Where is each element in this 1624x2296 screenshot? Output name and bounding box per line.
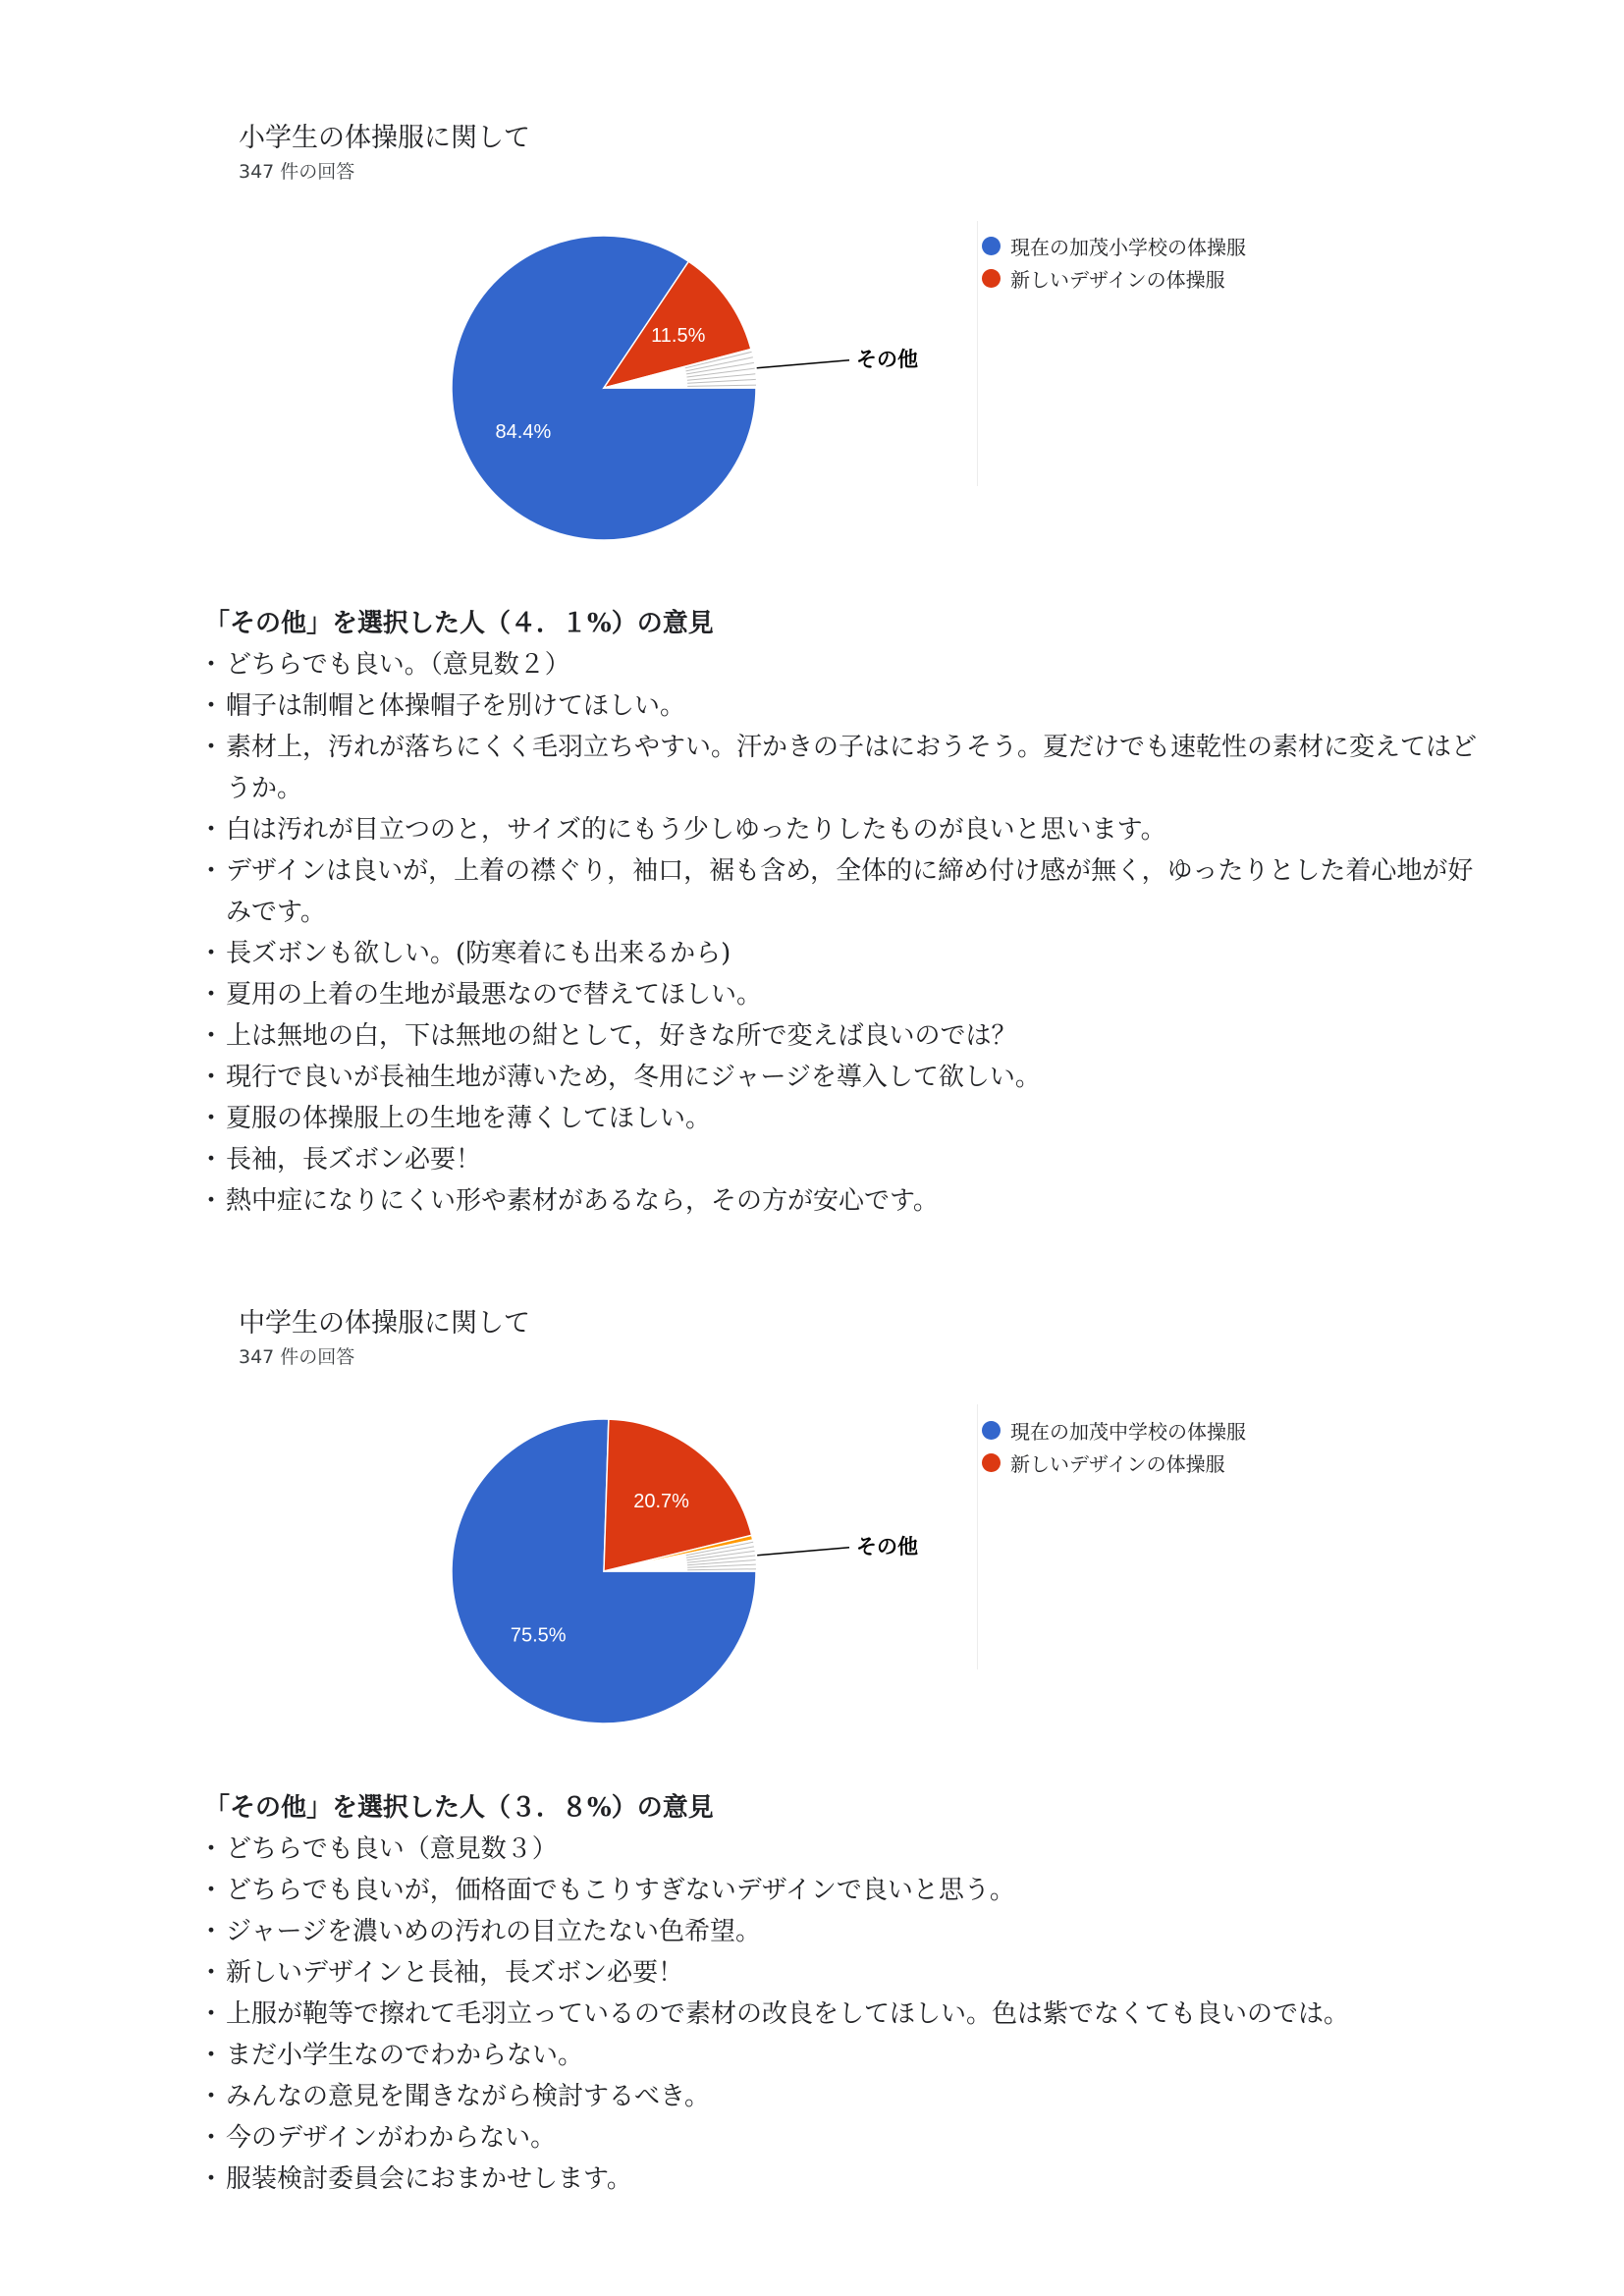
legend-swatch bbox=[982, 1421, 1001, 1440]
callout-leader-line bbox=[757, 360, 849, 368]
legend-label: 現在の加茂小学校の体操服 bbox=[1010, 236, 1246, 259]
opinion-item: ・ 素材上，汚れが落ちにくく毛羽立ちやすい。汗かきの子はにおうそう。夏だけでも速乾性の素材に変えてはどうか。 bbox=[204, 727, 1481, 809]
opinion-item: ・ ジャージを濃いめの汚れの目立たない色希望。 bbox=[204, 1911, 1481, 1952]
legend-swatch bbox=[982, 237, 1001, 255]
opinion-item: ・ 新しいデザインと長袖，長ズボン必要！ bbox=[204, 1952, 1481, 1994]
other-callout-label: その他 bbox=[856, 347, 918, 371]
opinion-item: ・ 上服が鞄等で擦れて毛羽立っているので素材の改良をしてほしい。色は紫でなくても良いのでは。 bbox=[204, 1994, 1481, 2035]
opinion-list bbox=[204, 1829, 1481, 2200]
legend-item bbox=[982, 230, 1246, 262]
pie-chart bbox=[432, 1404, 943, 1738]
opinion-item: ・ 現行で良いが長袖生地が薄いため，冬用にジャージを導入して欲しい。 bbox=[204, 1057, 1481, 1098]
opinion-item: ・ 服装検討委員会におまかせします。 bbox=[204, 2159, 1481, 2200]
divider bbox=[977, 1404, 978, 1669]
opinion-item: ・ まだ小学生なのでわからない。 bbox=[204, 2035, 1481, 2076]
slice-data-label: 20.7% bbox=[633, 1490, 689, 1512]
opinion-item: ・ 帽子は制帽と体操帽子を別けてほしい。 bbox=[204, 685, 1481, 727]
opinion-item: ・ 長ズボンも欲しい。(防寒着にも出来るから) bbox=[204, 933, 1481, 974]
legend-swatch bbox=[982, 269, 1001, 288]
opinion-item: ・ 上は無地の白，下は無地の紺として，好きな所で変えば良いのでは？ bbox=[204, 1015, 1481, 1057]
legend-label: 新しいデザインの体操服 bbox=[1010, 268, 1225, 292]
response-count: 347 件の回答 bbox=[239, 1346, 355, 1368]
callout-leader-line bbox=[757, 1548, 849, 1556]
opinion-item: ・ どちらでも良い（意見数３） bbox=[204, 1829, 1481, 1870]
section-heading: 「その他」を選択した人（４．１%）の意見 bbox=[204, 609, 714, 638]
opinion-item: ・ 熱中症になりにくい形や素材があるなら，その方が安心です。 bbox=[204, 1180, 1481, 1222]
other-callout-label: その他 bbox=[856, 1534, 918, 1558]
legend-swatch bbox=[982, 1453, 1001, 1472]
legend-item bbox=[982, 262, 1246, 295]
opinion-item: ・ どちらでも良い。（意見数２） bbox=[204, 644, 1481, 685]
legend-item bbox=[982, 1414, 1246, 1447]
legend-item bbox=[982, 1447, 1246, 1479]
chart-title: 小学生の体操服に関して bbox=[239, 123, 530, 153]
divider bbox=[977, 221, 978, 486]
legend bbox=[982, 1414, 1246, 1479]
response-count: 347 件の回答 bbox=[239, 161, 355, 183]
opinion-list bbox=[204, 644, 1481, 1222]
opinion-item: ・ デザインは良いが，上着の襟ぐり，袖口，裾も含め，全体的に締め付け感が無く，ゆったりとした着心地が好みです。 bbox=[204, 850, 1481, 933]
opinion-item: ・ 夏用の上着の生地が最悪なので替えてほしい。 bbox=[204, 974, 1481, 1015]
opinion-item: ・ 白は汚れが目立つのと，サイズ的にもう少しゆったりしたものが良いと思います。 bbox=[204, 809, 1481, 850]
legend bbox=[982, 230, 1246, 295]
chart-title: 中学生の体操服に関して bbox=[239, 1308, 530, 1339]
pie-chart bbox=[432, 221, 943, 555]
opinion-item: ・ 夏服の体操服上の生地を薄くしてほしい。 bbox=[204, 1098, 1481, 1139]
legend-label: 現在の加茂中学校の体操服 bbox=[1010, 1420, 1246, 1444]
slice-data-label: 75.5% bbox=[510, 1624, 567, 1647]
opinion-item: ・ みんなの意見を聞きながら検討するべき。 bbox=[204, 2076, 1481, 2117]
opinion-item: ・ 長袖，長ズボン必要！ bbox=[204, 1139, 1481, 1180]
slice-data-label: 11.5% bbox=[651, 325, 706, 347]
opinions-section bbox=[204, 1787, 1481, 2200]
slice-data-label: 84.4% bbox=[495, 420, 552, 443]
opinion-item: ・ 今のデザインがわからない。 bbox=[204, 2117, 1481, 2159]
section-heading: 「その他」を選択した人（３．８%）の意見 bbox=[204, 1793, 714, 1823]
opinion-item: ・ どちらでも良いが，価格面でもこりすぎないデザインで良いと思う。 bbox=[204, 1870, 1481, 1911]
opinions-section bbox=[204, 603, 1481, 1222]
legend-label: 新しいデザインの体操服 bbox=[1010, 1452, 1225, 1476]
